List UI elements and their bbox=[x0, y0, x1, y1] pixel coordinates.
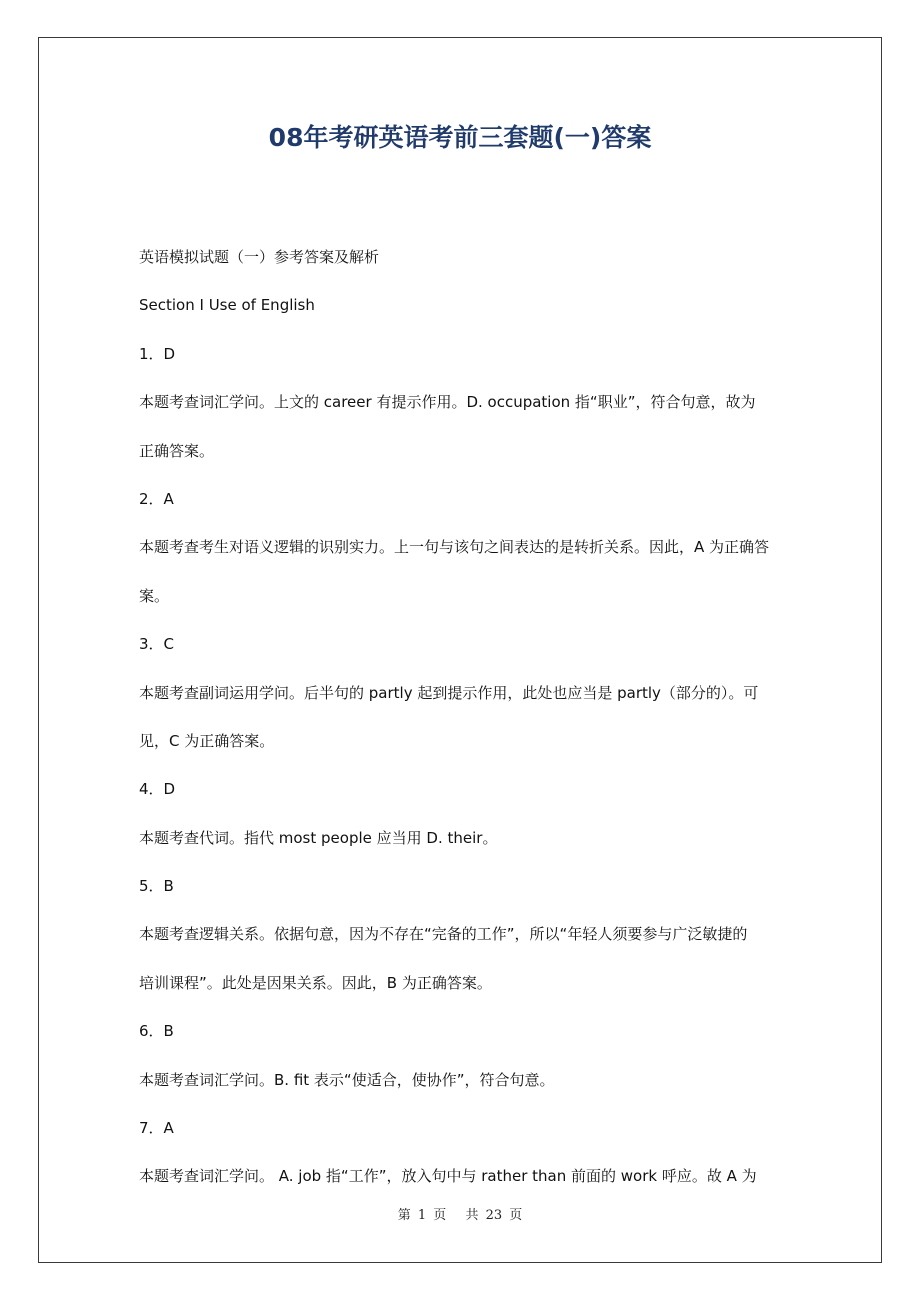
page-number: 第 1 页 bbox=[397, 1208, 447, 1223]
text-line: 7．A bbox=[139, 1119, 174, 1138]
text-line: 英语模拟试题（一）参考答案及解析 bbox=[139, 248, 380, 266]
text-line: Section I Use of English bbox=[139, 296, 315, 315]
text-line: 正确答案。 bbox=[139, 441, 215, 460]
text-line: 见，C 为正确答案。 bbox=[139, 731, 275, 750]
text-line: 2．A bbox=[139, 489, 174, 508]
text-line: 6．B bbox=[139, 1022, 174, 1041]
text-line: 本题考查词汇学问。 A. job 指“工作”，放入句中与 rather than 前面的 work 呼应。故 A 为 bbox=[139, 1167, 757, 1186]
text-line: 本题考查逻辑关系。依据句意，因为不存在“完备的工作”，所以“年轻人须要参与广泛敏捷的 bbox=[139, 925, 748, 944]
text-line: 本题考查考生对语义逻辑的识别实力。上一句与该句之间表达的是转折关系。因此，A 为正确答 bbox=[139, 538, 770, 557]
text-line: 培训课程”。此处是因果关系。因此，B 为正确答案。 bbox=[139, 973, 492, 992]
text-line: 本题考查副词运用学问。后半句的 partly 起到提示作用，此处也应当是 partly（部分的）。可 bbox=[139, 683, 759, 702]
document-body bbox=[139, 233, 784, 1201]
text-line: 案。 bbox=[139, 586, 170, 605]
document-title: 08年考研英语考前三套题(一)答案 bbox=[268, 123, 652, 152]
page-total: 共 23 页 bbox=[465, 1208, 523, 1223]
text-line: 3．C bbox=[139, 635, 175, 654]
text-line: 1．D bbox=[139, 344, 176, 363]
text-line: 4．D bbox=[139, 780, 176, 799]
text-line: 5．B bbox=[139, 877, 174, 896]
text-line: 本题考查代词。指代 most people 应当用 D. their。 bbox=[139, 828, 498, 847]
text-line: 本题考查词汇学问。上文的 career 有提示作用。D. occupation 指“职业”，符合句意，故为 bbox=[139, 393, 756, 412]
text-line: 本题考查词汇学问。B. fit 表示“使适合，使协作”，符合句意。 bbox=[139, 1070, 555, 1089]
page-footer bbox=[0, 1204, 920, 1228]
